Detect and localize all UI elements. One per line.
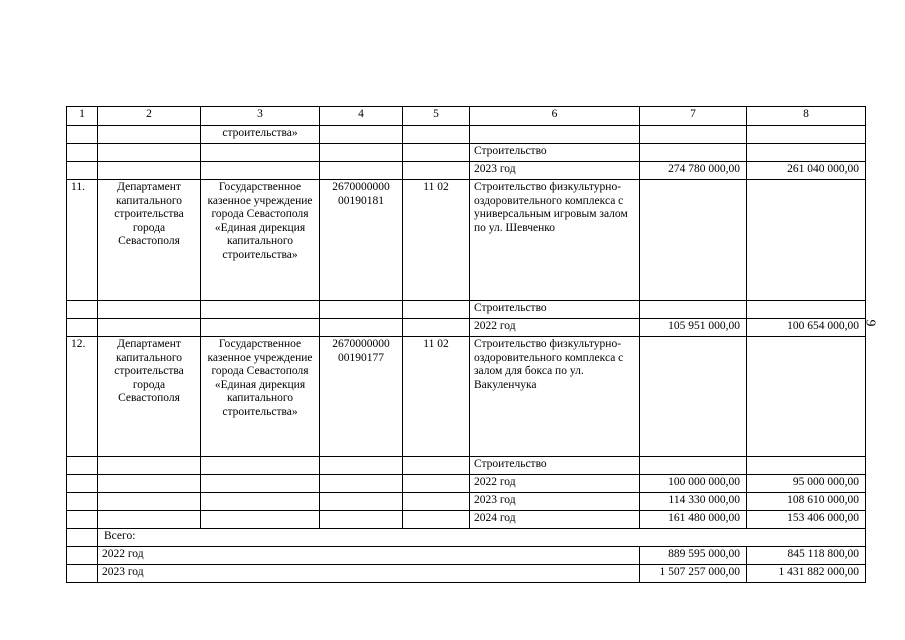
amount-budget: 261 040 000,00: [747, 162, 866, 180]
header-cell: 1: [67, 107, 98, 126]
object-name-cell: Строительство физкультурно-оздоровительного комплекса с универсальным игровым залом по ул. Шевченко: [470, 180, 640, 301]
year-label: 2023 год: [470, 162, 640, 180]
header-cell: 5: [403, 107, 470, 126]
table-row: [67, 475, 866, 493]
header-cell: 7: [640, 107, 747, 126]
table-row: [67, 511, 866, 529]
table-row: [67, 301, 866, 319]
total-budget: 845 118 800,00: [747, 547, 866, 565]
organization-cell: Государственное казенное учреждение города Севастополя «Единая дирекция капитального строительства»: [201, 337, 320, 457]
table-row: [67, 126, 866, 144]
program-table: [66, 106, 866, 583]
year-label: 2023 год: [470, 493, 640, 511]
table-row: [67, 144, 866, 162]
amount-budget: 95 000 000,00: [747, 475, 866, 493]
organization-cell: Государственное казенное учреждение города Севастополя «Единая дирекция капитального строительства»: [201, 180, 320, 301]
department-cell: Департамент капитального строительства города Севастополя: [98, 337, 201, 457]
table-row: [67, 457, 866, 475]
amount-planned: 105 951 000,00: [640, 319, 747, 337]
amount-planned: 100 000 000,00: [640, 475, 747, 493]
header-cell: 4: [320, 107, 403, 126]
amount-planned: 161 480 000,00: [640, 511, 747, 529]
header-cell: 8: [747, 107, 866, 126]
total-label: Всего:: [98, 529, 866, 547]
object-name-cell: Строительство физкультурно-оздоровительного комплекса с залом для бокса по ул. Вакуленчука: [470, 337, 640, 457]
amount-budget: 108 610 000,00: [747, 493, 866, 511]
org-continuation: строительства»: [201, 126, 320, 144]
construction-label: Строительство: [470, 301, 640, 319]
page-number: 9: [862, 319, 878, 327]
table-row: [67, 337, 866, 457]
target-code-cell: 2670000000 00190177: [320, 337, 403, 457]
total-year-label: 2023 год: [98, 565, 640, 583]
construction-label: Строительство: [470, 144, 640, 162]
table-row: [67, 493, 866, 511]
total-planned: 889 595 000,00: [640, 547, 747, 565]
year-label: 2022 год: [470, 319, 640, 337]
table-row: [67, 319, 866, 337]
total-year-label: 2022 год: [98, 547, 640, 565]
construction-label: Строительство: [470, 457, 640, 475]
total-planned: 1 507 257 000,00: [640, 565, 747, 583]
section-code-cell: 11 02: [403, 180, 470, 301]
amount-budget: 153 406 000,00: [747, 511, 866, 529]
total-budget: 1 431 882 000,00: [747, 565, 866, 583]
row-number: 11.: [67, 180, 98, 301]
row-number: 12.: [67, 337, 98, 457]
table-row: [67, 180, 866, 301]
header-cell: 3: [201, 107, 320, 126]
target-code-cell: 2670000000 00190181: [320, 180, 403, 301]
total-row: [67, 565, 866, 583]
year-label: 2022 год: [470, 475, 640, 493]
year-label: 2024 год: [470, 511, 640, 529]
amount-budget: 100 654 000,00: [747, 319, 866, 337]
table-row: [67, 162, 866, 180]
section-code-cell: 11 02: [403, 337, 470, 457]
header-cell: 6: [470, 107, 640, 126]
department-cell: Департамент капитального строительства города Севастополя: [98, 180, 201, 301]
header-row: [67, 107, 866, 126]
header-cell: 2: [98, 107, 201, 126]
amount-planned: 114 330 000,00: [640, 493, 747, 511]
amount-planned: 274 780 000,00: [640, 162, 747, 180]
total-header-row: [67, 529, 866, 547]
total-row: [67, 547, 866, 565]
